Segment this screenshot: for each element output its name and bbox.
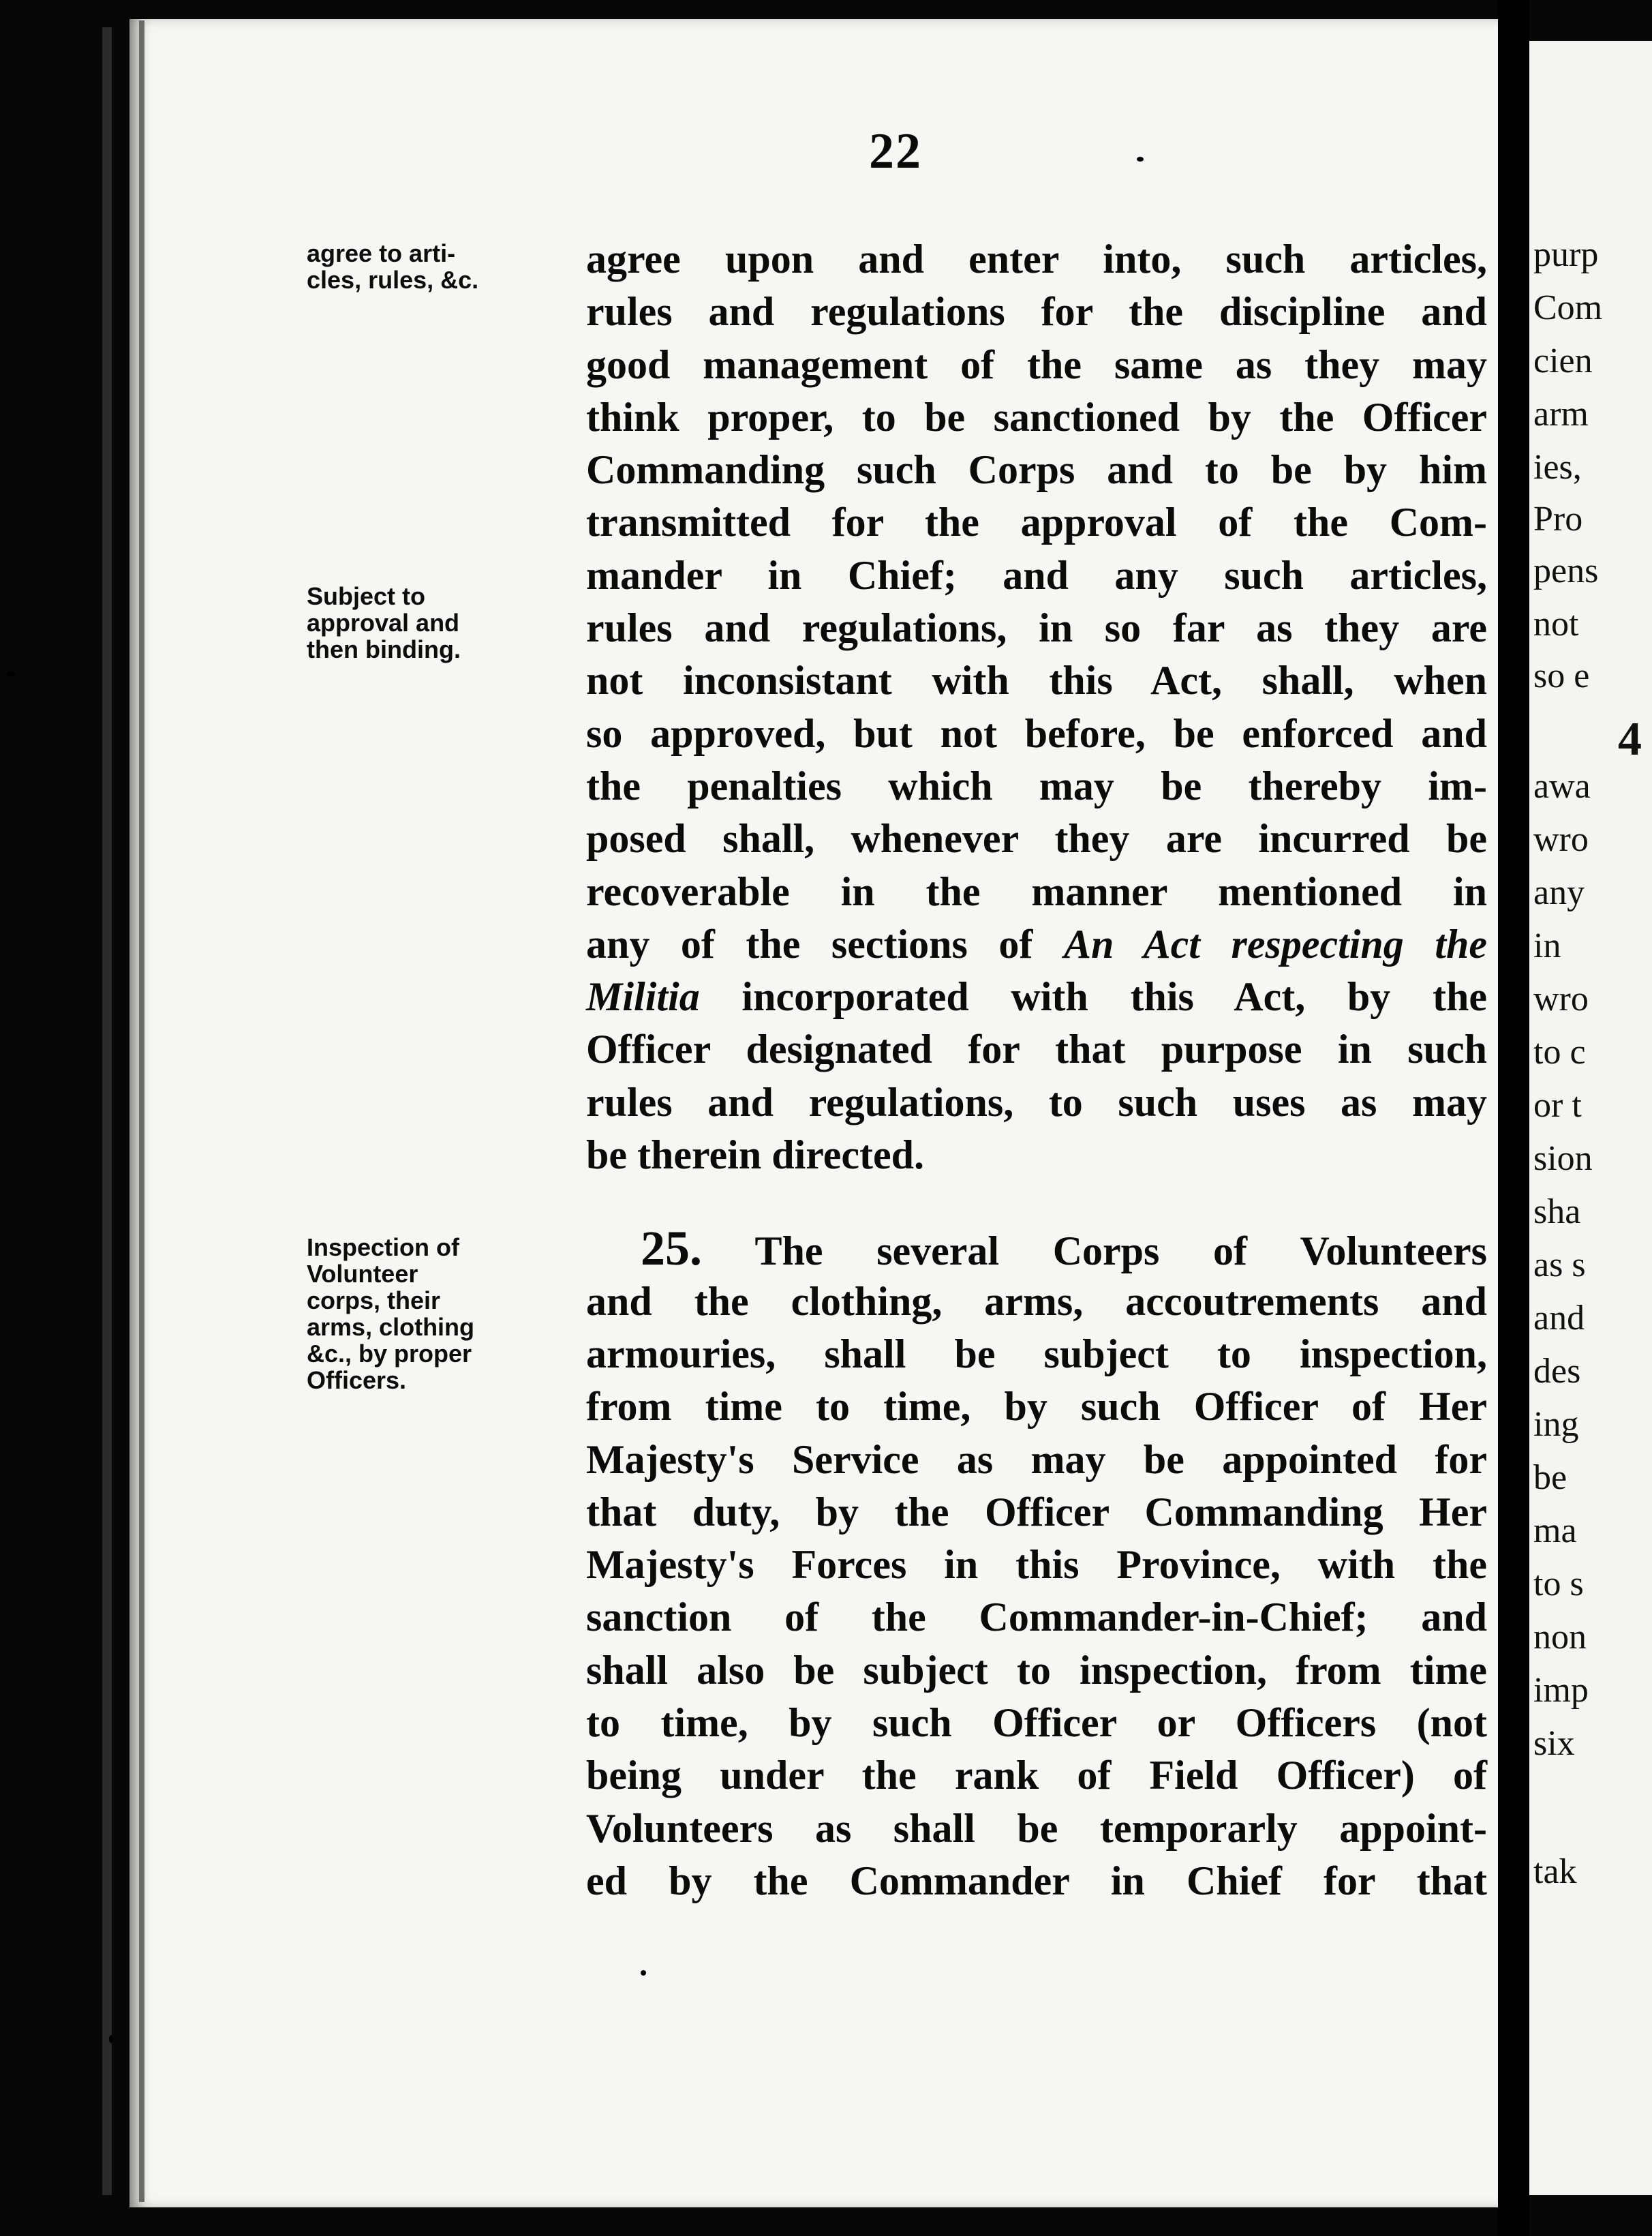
text-fragment: any of the sections of [586,921,1033,967]
text-line: rules and regulations for the discipline and [586,289,1487,335]
text-line: not inconsistant with this Act, shall, when [586,658,1487,704]
body-text [586,233,1487,1907]
text-line: mander in Chief; and any such articles, [586,552,1487,598]
facing-line: and [1533,1299,1585,1338]
facing-line: so e [1533,656,1590,695]
text-line: agree upon and enter into, such articles, [586,237,1487,282]
facing-line: as s [1533,1245,1586,1284]
scan-speck [1137,157,1144,162]
text-line: armouries, shall be subject to inspection, [586,1331,1487,1376]
text-line: rules and regulations, in so far as they are [586,605,1487,651]
facing-line: imp [1533,1671,1589,1710]
facing-line: ing [1533,1405,1579,1444]
facing-line: six [1533,1724,1575,1763]
facing-line: any [1533,873,1585,912]
text-line-with-act-title [586,971,1487,1023]
facing-line: arm [1533,395,1589,434]
text-fragment: incorporated with this Act, by the [741,974,1487,1020]
text-fragment: The several Corps of Volunteers [754,1228,1487,1274]
page-number: 22 [869,123,922,179]
facing-line: Com [1533,288,1603,327]
text-line: Majesty's Service as may be appointed for [586,1436,1487,1482]
text-line: to time, by such Officer or Officers (not [586,1700,1487,1746]
act-title-italic: An Act respecting the [1063,921,1487,967]
text-line: be therein directed. [586,1132,925,1178]
facing-line: des [1533,1352,1581,1391]
facing-line: be [1533,1458,1567,1497]
facing-line: to s [1533,1565,1584,1603]
text-line: ed by the Commander in Chief for that [586,1858,1487,1903]
facing-line: in [1533,926,1561,965]
facing-line: Pro [1533,500,1583,539]
facing-line: ma [1533,1511,1577,1550]
section-number: 25. [641,1221,702,1276]
scan-speck [641,1970,646,1976]
facing-line: to c [1533,1033,1586,1072]
facing-line: sha [1533,1192,1581,1231]
facing-line: non [1533,1618,1587,1657]
text-line: Volunteers as shall be temporarly appoint- [586,1805,1487,1851]
text-line: Majesty's Forces in this Province, with the [586,1542,1487,1588]
facing-line: ies, [1533,448,1582,487]
facing-line: cien [1533,342,1593,380]
page-edge-shadow [102,27,112,2195]
text-line: from time to time, by such Officer of Her [586,1384,1487,1430]
text-line: and the clothing, arms, accoutrements and [586,1278,1487,1324]
text-line: think proper, to be sanctioned by the Officer [586,394,1487,440]
text-line: the penalties which may be thereby im- [586,763,1487,809]
facing-page [1529,41,1652,2195]
text-line: recoverable in the manner mentioned in [586,868,1487,914]
facing-line: not [1533,605,1579,644]
text-line: posed shall, whenever they are incurred be [586,816,1487,862]
text-line: sanction of the Commander-in-Chief; and [586,1595,1487,1640]
text-line: so approved, but not before, be enforced and [586,710,1487,756]
book-binding [1498,0,1529,2236]
text-line: Commanding such Corps and to be by him [586,447,1487,493]
facing-line: purp [1533,235,1599,274]
facing-line: or t [1533,1086,1582,1125]
facing-line: tak [1533,1852,1577,1891]
text-line: shall also be subject to inspection, from time [586,1647,1487,1693]
facing-line: sion [1533,1139,1593,1178]
scan-speck [109,2035,113,2043]
facing-line: awa [1533,767,1591,806]
marginal-note-inspection: Inspection of Volunteer corps, their arms, clothing &c., by proper Officers. [307,1233,475,1394]
facing-line: 4 [1618,713,1642,766]
facing-line: wro [1533,820,1589,859]
marginal-note-approval: Subject to approval and then binding. [307,582,461,663]
text-line-with-act-title [586,918,1487,971]
paragraph-gap [586,1181,1487,1222]
text-line: good management of the same as they may [586,342,1487,387]
text-line: transmitted for the approval of the Com- [586,500,1487,545]
text-line: Officer designated for that purpose in such [586,1027,1487,1072]
text-line: rules and regulations, to such uses as may [586,1079,1487,1125]
section-first-line [586,1222,1487,1275]
scan-speck [7,671,15,677]
act-title-italic: Militia [586,974,700,1020]
facing-line: pens [1533,552,1599,590]
facing-line: wro [1533,980,1589,1018]
text-line: being under the rank of Field Officer) of [586,1753,1487,1798]
text-line: that duty, by the Officer Commanding Her [586,1489,1487,1535]
marginal-note-articles: agree to arti- cles, rules, &c. [307,239,479,294]
page-gutter [139,20,144,2202]
